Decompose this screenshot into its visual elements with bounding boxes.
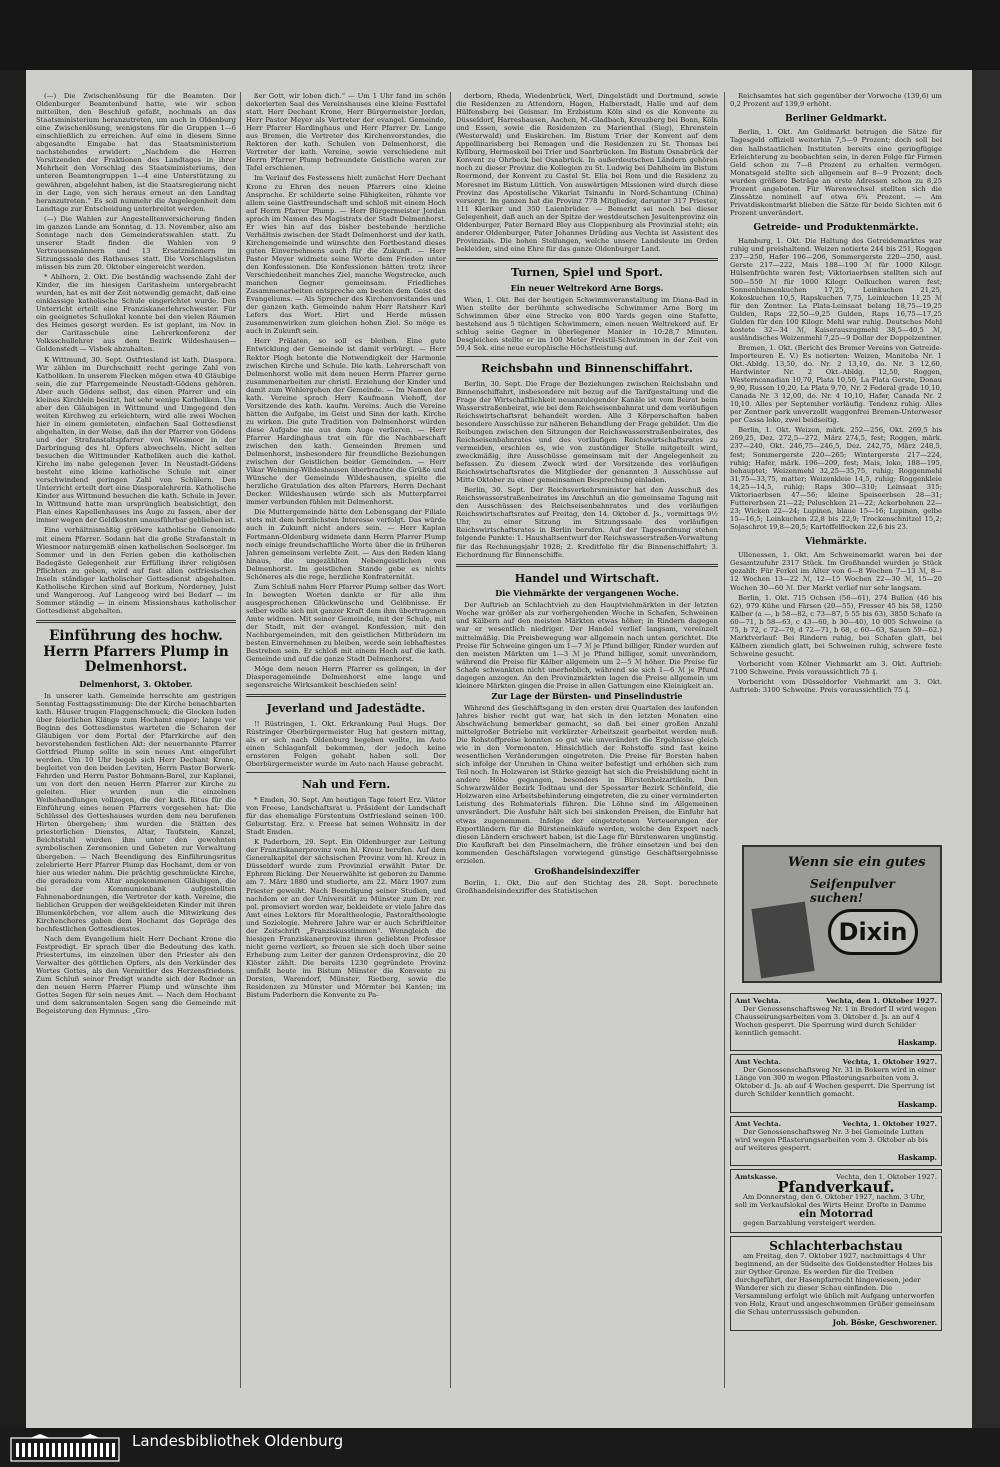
notice-body: Der Genossenschaftsweg Nr. 3 bei Gemeinde Lutten wird wegen Pflasterungsarbeiten vom 3. Oktober ab bis auf weiteres gesperrt.	[735, 1127, 928, 1152]
article-berlin-getreide: Berlin, 1. Okt. Weizen, märk. 252—256, Okt. 269,5 bis 269,25, Dez. 272,5—272, März 274,5, fest; Roggen, märk. 237—240, Okt. 246,75—246,5, Dez. 242,75, März 248,5, fest; Sommergerste 220—265; Wintergerste 217—224, ruhig; Hafer, märk. 196—209, fest; Mais, loko, 188—195, behauptet; Weizenmehl 32,25—35,75, ruhig; Roggenmehl 31,75—33,75, matter; Weizenkleie 14,5, ruhig; Roggenkleie 14,25—14,5, ruhig; Raps 300—310; Leinsaat 315; Viktoriaerbsen 47—56; kleine Speiseerbsen 28—31; Futtererbsen 21—22; Peluschken 21—22; Ackerbohnen 22—23; Wicken 22—24; Lupinen, blaue 15—16; Lupinen, gelbe 15—16,5; Leinkuchen 22,8 bis 22,9; Trockenschnitzel 15,2; Sojaschrot 19,8—20,5; Kartoffelflocken 22,6 bis 23.	[730, 426, 942, 531]
scan-left-margin	[0, 70, 26, 1428]
ad-slogan-line-2: Seifenpulver suchen!	[810, 877, 895, 905]
article-beamten: (—) Die Zwischenlösung für die Beamten. Der Oldenburger Beamtenbund hatte, wie wir schon mitteilten, den Beschluß gefaßt, nochmals an das Staatsministerium heranzutreten, um auch in Oldenburg eine Zwischenlösung, wenigstens für die Gruppen 1—6 einschließlich zu erreichen. Auf eine in diesem Sinne abgesandte Eingabe hat das Staatsministerium nachstehendes erwidert: „Nachdem die Herren Vorsitzenden der Fraktionen des Landtages in ihrer Mehrheit den Vorschlag des Staatsministeriums, den unteren Beamtengruppen 1—4 eine Unterstützung zu gewähren, abgelehnt haben, ist die Staatsregierung nicht in der Lage, von sich heraus erneut an den Landtag heranzutreten.“ Es soll nunmehr die Angelegenheit dem Landtage zur Entscheidung unterbreitet werden.	[36, 92, 236, 213]
scan-top-margin	[0, 0, 1000, 70]
article-duesseldorf: Vorbericht vom Düsseldorfer Viehmarkt am 3. Okt. Auftrieb: 3100 Schweine. Preis voraussichtlich 75 ₰.	[730, 678, 942, 695]
article-angestellten-wahlen: (—) Die Wahlen zur Angestelltenversicherung finden im ganzen Lande am Sonntag, d. 13. November, also am Sonntage nach den Gemeinderatswahlen statt. Zu unserer Stadt finden die Wahlen von 9 Vertrauensmännern und 13 Ersatzmännern im Sitzungssaale des Rathauses statt. Die Vorschlagslisten müssen bis zum 20. Oktober eingereicht werden.	[36, 214, 236, 271]
notice-schau	[730, 1236, 942, 1330]
article-grosshandel: Berlin, 1. Okt. Die auf den Stichtag des 28. Sept. berechnete Großhandelsindexziffer des Statistischen	[456, 878, 718, 895]
article-plump-2: Nach dem Evangelium hielt Herr Dechant Krone die Festpredigt. Er sprach über die Bedeutung des kath. Priestertums, im einzelnen über den Priester als den Verwalter des göttlichen Opfers, als den Verkünder des Wortes Gottes, als den Vermittler des Herzensfriedens. Zum Schluß seiner Predigt wandte sich der Redner an den neuen Herrn Pfarrer Plump und wünschte ihm Gottes Segen für sein neues Amt. — Nach dem Hochamt und dem sakramentalen Segen sang die Gemeinde mit Begeisterung den Hymnus: „Gro-	[36, 935, 236, 1016]
notice-signature: Haskamp.	[897, 1038, 937, 1048]
article-koeln: Vorbericht vom Kölner Viehmarkt am 3. Okt. Auftrieb: 7100 Schweine. Preis voraussichtlich 75 ₰.	[730, 659, 942, 676]
notice-date: Vechta, 1. Oktober 1927.	[842, 1058, 937, 1067]
article-wittmund-cont: Eine verhältnismäßig größere katholische Gemeinde mit einem Pfarrer. Sodann hat die große Strafanstalt in Wiesmoor naturgemäß einen katholischen Seelsorger. Im Sommer und in den Ferien geben die katholischen Badegäste Gelegenheit zur Erfüllung ihrer religiösen Pflichten zu geben, wird auf fast allen ostfriesischen Inseln ständiger katholischer Gottesdienst abgehalten. Katholische Kirchen sind auf Borkum, Norderney, Juist und Wangeroog. Auf Langeoog wird bei Bedarf — im Sommer ständig — in einem Missionshaus katholischer Gottesdienst abgehalten.	[36, 526, 236, 615]
subhead-arne-borg: Ein neuer Weltrekord Arne Borgs.	[510, 282, 664, 293]
article-buersten: Während des Geschäftsgang in den ersten drei Quartalen des laufenden Jahres bisher recht gut war, hat sich in den letzten Monaten eine Abschwächung bemerkbar gemacht, so daß bei einer großen Anzahl mittelgroßer Betriebe mit verkürzter Arbeitszeit gearbeitet werden muß. Die Rohstoffpreise konnten so gut wie unverändert die Ergebnisse gleich wie in den Vormonaten. Hinsichtlich der Rohstoffe sind fast keine wesentlichen Veränderungen eingetreten. Die Preise für Borsten haben sich infolge der Unruhen in China weiter befestigt und erhöhen sich zum Teil noch. In Holzwaren ist Stärke gezeigt hat sich die Preisbildung nicht in andere Höhe gegangen, besonders in Bürstenholzartikeln. Den Schwarzwälder Bezirk Todtnau und der Spessarter Bezirk Schönfeld, die Holzwaren eine Arbeitsbehinderung eingetreten, die zu einer verminderten Leistung des Rohmaterials führen. Die Löhne sind im Allgemeinen unverändert. Die Ausfuhr hält sich bei sinkenden Preisen, die Einfuhr hat etwas zugenommen. Infolge der eingetretenen Verteuerungen der Exportländern für die Bürsteneinkäufe werden, welche den Export nach diesen Ländern erschwert haben, ist die Lage für Bürstenwaren ungünstig. Die Kaufkraft bei den Pinselmachern, die früher einsetzen und bei den kommenden Geschäftslagen vorwiegend günstige Geschäftsergebnisse erzielen.	[456, 703, 718, 865]
headline-handel: Handel und Wirtschaft.	[514, 571, 660, 585]
column-divider	[724, 92, 725, 1388]
subhead-viehmaerkte-woche: Die Viehmärkte der vergangenen Woche.	[495, 588, 679, 599]
notice-2	[730, 1054, 942, 1112]
notice-title: Schlachterbachstau	[769, 1239, 903, 1254]
divider-rule	[456, 564, 718, 567]
article-paderborn: K Paderborn, 29. Sept. Ein Oldenburger zur Leitung der Franziskanerprovinz vom hl. Kreuz berufen. Auf dem Generalkapitel der sächsischen Provinz vom hl. Kreuz in Düsseldorf wurde zum Provinzial erwählt Pater Dr. Ephrem Ricking. Der Neuerwählte ist geboren zu Damme am 7. März 1880 und studierte, am 22. März 1907 zum Priester geweiht. Nach Beendigung seiner Studien, und nachdem er an der Universität zu Münster zum Dr. rer. pol. promoviert worden war, bekleidete er viele Jahre das Amt eines Lektors für Moraltheologie, Pastoraltheologie und Soziologie. Mehrere Jahre war er auch Schriftleiter der Zeitschrift „Franziskusstimmen“. Wenngleich die hiesigen Franziskanerprovinz ihren geliebten Professor nicht gerne verliert, so freuen sie sich doch über seine Erhebung zum Leiter der ganzen Ordensprovinz, die 20 Klöster zählt. Die bereits 1230 gegründete Provinz umfaßt heute im Bistum Münster die Konvente zu Dorsten, Warendorf, Münster, Rietberg, sowie die Residenzen zu Münster und Mörmter bei Kanten; im Bistum Paderborn die Konvente zu Pa-	[246, 838, 446, 1000]
article-ahlhorn: * Ahlhorn, 2. Okt. Die beständig wachsende Zahl der Kinder, die im hiesigen Caritasheim untergebracht wurden, hat es mit der Zeit notwendig gemacht, daß eine einklassige katholische Schule eingerichtet wurde. Den Unterricht erteilt eine Franziskanerlehrschwester. Für ein geeignetes Schullokal konnte bei den vielen Räumen des Heimes gesorgt werden. Es ist geplant, im Nov. in der Caritasschule eine Lehrerkonferenz der Volksschullehrer aus dem Bezirk Wildeshausen—Goldenstedt — Visbek abzuhalten.	[36, 273, 236, 354]
article-bremen: Bremen, 1. Okt. (Bericht des Bremer Vereins von Getreide-Importeuren E. V.) Es notierten: Weizen, Manitoba Nr. 1 Okt.-Abldg. 13,50, do. Nr. 2 13,10, do. Nr. 3 12,60, Hardwinter Nr. 2 Okt.-Abldg. 12,50, Roggen, Westerncanadian 10,70, Plata 10,50, La Plata Gerste, Donau 9,90, Russen 10,20, La Plata 9,70, Nr. 2 Federal grade 10,10, Canada Nr. 3 12,00, do. Nr. 4 10,10, Hafer, Canada Nr. 2 10,10. Alles per September vorläufig. Tendenz ruhig. Alles per Zentner park unverzollt waggonfrei Bremen-Unterweser per Cassa loko, zwei beidseitig.	[730, 343, 942, 425]
notice-date: Vechta, den 1. Oktober 1927.	[826, 997, 937, 1005]
notice-office: Amt Vechta.	[735, 1058, 781, 1067]
headline-viehmaerkte: Viehmärkte.	[805, 536, 867, 547]
article-wittmund: K Wittmund, 30. Sept. Ostfriesland ist kath. Diaspora. Wir zählen im Durchschnitt recht geringe Zahl von Katholiken. In unserem Flecken mögen etwa 40 Gläubige sein, die zur Pfarrgemeinde Neustadt-Gödens gehören. Aber auch Gödens selbst, das einen Pfarrer und ein kleines Kirchlein besitzt, hat sehr wenige Katholiken. Um aber den Gläubigen in Wittmund und Umgegend den weiten Kirchweg zu erleichtern, wird alle zwei Wochen hier in einem gemieteten, einfachen Saal Gottesdienst abgehalten, in der Weise, daß ihn der Pfarrer von Gödens und der Strafanstaltspfarrer von Wiesmoor in der Darbringung des hl. Opfers abwechseln. Nicht selten besuchen die Wittmunder Katholiken auch die kathol. Kirche im nahe gelegenen Jever. In Neustadt-Gödens besteht eine kleine katholische Schule mit einer verschwindend geringen Zahl von Schülern. Den Unterricht erteilt dort eine Diasporalehrerin. Katholische Kinder aus Wittmund besuchen die kath. Schule in Jever. In Wittmund hatte man ursprünglich beabsichtigt, den Plan eines Kapellenhauses ins Auge zu fassen, aber der immer wegen der Geldkosten unausführbar geblieben ist.	[36, 355, 236, 525]
notice-office: Amtskasse.	[735, 1172, 778, 1181]
notice-body: Am Donnerstag, den 6. Oktober 1927, nachm. 3 Uhr, soll im Verkaufslokal des Wirts Heinr. Drofte in Damme	[735, 1192, 927, 1209]
headline-sport: Turnen, Spiel und Sport.	[511, 265, 663, 279]
article-reichsbahn-2: Berlin, 30. Sept. Der Reichsverkehrsminister hat den Ausschuß des Reichswasserstraßenbeirates im Anschluß an die gemeinsame Tagung mit den Ausschüssen des Reichseisenbahnrates und des vorläufigen Reichswirtschaftsrates auf Freitag, den 14. Oktober d. Js., vormittags 9½ Uhr, zu einer Sitzung im Sitzungssaale des vorläufigen Reichswirtschaftsrates in Berlin berufen. Auf der Tagesordnung stehen folgende Punkte: 1. Haushaltsentwurf der Reichswasserstraßen-Verwaltung für das Rechnungsjahr 1928; 2. Kreditfolie für die Binnenschiffahrt; 3. Eichordnung für Binnenschiffe.	[456, 486, 718, 559]
notice-item: ein Motorrad	[799, 1208, 873, 1220]
scan-right-margin	[972, 70, 1000, 1428]
notice-pfandverkauf	[730, 1169, 942, 1233]
library-building-icon	[10, 1434, 120, 1462]
column-divider	[450, 92, 451, 1388]
article-hamburg: Hamburg, 1. Okt. Die Haltung des Getreidemarktes war ruhig und preishaltend. Weizen notierte 244 bis 251, Roggen 237—250, Hafer 196—206, Sommergerste 220—250, ausl. Gerste 217—222, Mais 188—190 ℳ für 1000 Kilogr. Hülsenfrüchte waren fest; Viktoriaerbsen stellten sich auf 500—550 ℳ für 1000 Kilogr. Oelkuchen waren fest; Sonnenblumenkuchen 17,25, Leinkuchen 21,25, Kokoskuchen 10,5, Rapskuchen 7,75, Leinkuchen 11,25 ℳ für den Zentner. La Plata-Leinsaat belang 18,75—19,25 Gulden, Raps 22,50—9,25 Gulden, Raps 16,75—17,25 Gulden für den 100 Kilogr. Mehl war ruhig. Deutsches Mehl kostete 32—34 ℳ, Kaiserauszugmehl 38,5—40,5 ℳ, ausländisches Weizenmehl 7,25—9 Dollar der Doppelzentner.	[730, 237, 942, 342]
column-divider	[240, 92, 241, 1388]
article-festtafel: ßer Gott, wir loben dich.“ — Um 1 Uhr fand im schön dekorierten Saal des Vereinshauses eine kleine Festtafel statt. Herr Dechant Krone, Herr Bürgermeister Jordan, Herr Pastor Meyer als Vertreter der evangel. Gemeinde, Herr Pfarrer Hardinghaus und Herr Pfarrer Dr. Lange aus Bremen, die Vertreter des Kirchenvorstandes, die Rektoren der kath. Schulen von Delmenhorst, die Vertreter der kath. Vereine, sowie verschiedene mit Herrn Pfarrer Plump befreundete Geistliche waren zur Tafel erschienen.	[246, 92, 446, 173]
notice-body: am Freitag, den 7. Oktober 1927, nachmittags 4 Uhr beginnend, an der Südseite des Goldenstedter Holzes bis zur Oyther Grenze. Es werden für die Treiben durchgeführt, der Hasenpfarrecht hingewiesen, jeder Wanderer sich zu dieser Schau einfinden. Die Versammlung erfolgt wie üblich mit Aufgang unterworfen von Holz, Kraut und angeschwommen Grüßer gemeinsam die Schau unterrusssisch gebunden.	[735, 1252, 935, 1317]
subhead-buersten: Zur Lage der Bürsten- und Pinselindustrie	[491, 690, 683, 701]
notice-office: Amt Vechta.	[735, 1119, 781, 1128]
notice-body-end: gegen Barzahlung versteigert werden.	[743, 1219, 877, 1228]
article-viehmaerkte-woche: Der Auftrieb an Schlachtvieh zu den Hauptviehmärkten in der letzten Woche war größer als zur vorhergehenden Woche in Schafen, Schweinen und Kälbern auf den meisten Märkten etwas höher; in Rindern dagegen war er wesentlich niedriger. Der Handel verlief langsam, vereinzelt mittelmäßig. Die Preisbewegung war allgemein nach unten gerichtet. Die Preise für Schweine gingen um 1—7 ℳ je Pfund billiger, Rinder wurden auf den meisten Märkten um 1—3 ℳ je Pfund billiger, somit unverändern, während die Preise für Kälber allgemein um 2—5 ℳ höher. Die Preise für Schafe schwankten nicht unerheblich, während sie sich 1—6 ℳ je Pfund dagegen anzogen. An den Provinzmärkten lagen die Preise allgemein um kleinere Märkten gingen die Preise in allen Gattungen eine Kleinigkeit an.	[456, 601, 718, 690]
article-wunsch: Möge dem neuen Herrn Pfarrer es gelingen, in der Diasporagemeinde Delmenhorst eine lange und segensreiche Wirksamkeit beschieden sein!	[246, 665, 446, 690]
article-reichsbahn-1: Berlin, 30. Sept. Die Frage der Beziehungen zwischen Reichsbahn und Binnenschiffahrt, insbesondere mit bezug auf die Tarifgestaltung und die Frage der Wirtschaftlichkeit neuanzulegender Kanäle ist vom Beirat beim Wasserstraßenbeirat, wie bei dem Reichseisenbahnrat und dem vorläufigen Reichswirtschaftsrat behandelt worden. Alle 3 Körperschaften haben besondere Ausschüsse zur näheren Behandlung der Frage gebildet. Um die Reibungen zwischen den Sitzungen der Reichswasserstraßenbeirates, des Reichseisenbahnrates und des vorläufigen Reichswirtschaftsrates zu vermeiden, erschien es, wie von zuständiger Stelle mitgeteilt wird, zweckmäßig, ihre Ausschüsse gemeinsam mit der Angelegenheit zu befassen. Zu diesem Zweck wird der Vorsitzende des vorläufigen Reichswirtschaftsrates die Mitglieder der genannten 3 Ausschüsse auf Mitte Oktober zu einer gemeinsamen Besprechung einladen.	[456, 379, 718, 485]
notice-signature: Haskamp.	[897, 1099, 937, 1109]
headline-geldmarkt: Berliner Geldmarkt.	[785, 114, 887, 125]
subhead-grosshandel: Großhandelsindexziffer	[534, 865, 640, 876]
article-plump-1: In unserer kath. Gemeinde herrschte am gestrigen Sonntag Festtagsstimmung: Die der Kirche benachbarten kath. Häuser trugen Flaggenschmuck; die Glocken luden über feierlichen Klänge zum Hochamt empor; lange vor Beginn des Gottesdienstes warteten die Scharen der Gläubigen vor dem Portal der Pfarrkirche auf den bevorstehenden festlichen Akt: der neuernannte Pfarrer Gottfried Plump sollte in sein neues Amt eingeführt werden. Um 10 Uhr begab sich Herr Dechant Krone, begleitet von den beiden Leviten, Herrn Pastor Borwerk-Fehrden und Herrn Pastor Bohmann-Barel, zur Kaplanei, um von dort den neuen Herrn Pfarrer zur Kirche zu geleiten. Hier wurden nun die einzelnen Weihehandlungen vollzogen, die der kath. Ritus für die Einführung eines neuen Pfarrers vorgesehen hat: Die Schlüssel des Gotteshauses wurden dem neu berufenen Hirten übergeben; ihm wurden die Stätten des priesterlichen Dienstes, Altar, Taufstein, Kanzel, Beichtstuhl wurden ihm unter den gewohnten symbolischen Zeremonien und Gebeten zur Verwaltung übergeben. — Nach Beendigung des Einführungsritus zelebrierte Herr Pfarrer Plump das Hochamt, dem er von hier aus wieder nahm. Die prächtig geschmückte Kirche, die geradezu vom Altar angekommenen Gläubigen, die bei der Kommunionbank aufgestellten Fahnenabordnungen, die Vertreter der kath. Vereine, die lieblichen Gruppen der weißgekleideten Kinder mit ihren Blumenkörbchen, vor allem auch die Mitwirkung des Kirchenchores gaben dem Hochamt das Gepräge des hochfestlichen Gottesdienstes.	[36, 691, 236, 933]
divider-rule	[36, 620, 236, 623]
article-berlin-vieh: Berlin, 1. Okt. 715 Ochsen (56—61), 274 Bullen (46 bis 62), 979 Kühe und Färsen (20—55), Fresser 45 bis 58, 1250 Kälber (a —, b 58—82, c 73—87, 5 55 bis 63), 3850 Schafe (a 60—71, b 58—63, c 43—60, b 30—40), 10 005 Schweine (a 75, b 72, c 72—79, d 72—71, b 68, c 60—63, Sauen 59—62.) Marktverlauf: Bei Rindern ruhig, bei Schafen glatt, bei Kälbern ziemlich glatt, bei Schweinen ruhig, schwere feste Schweine gesucht.	[730, 593, 942, 658]
headline-reichsbahn: Reichsbahn und Binnenschiffahrt.	[481, 361, 693, 375]
column-3	[456, 92, 718, 1388]
article-muttergemeinde: Die Muttergemeinde hätte den Lebensgang der Filiale stets mit dem herzlichsten Interesse verfolgt. Das würde auch in Zukunft nicht anders sein. — Herr Kaplan Fortmann-Oldenburg widmete dann Herrn Pfarrer Plump noch einige freundschaftliche Worte über die in früheren Jahren gemeinsam verlebte Zeit. — Aus den Reden klang hinaus, die ungezählten Nebengeistlichen von Delmenhorst. Im geistlichen Stande gebe es nichts Schöneres als die rege, herzliche Konfraternität.	[246, 508, 446, 581]
soap-box-icon	[751, 902, 814, 979]
column-2	[246, 92, 446, 1388]
library-name: Landesbibliothek Oldenburg	[132, 1432, 344, 1450]
notice-date: Vechta, den 1. Oktober 1927.	[836, 1172, 937, 1181]
article-ruestringen: !! Rüstringen, 1. Okt. Erkrankung Paul Hugs. Der Rüstringer Oberbürgermeister Hug hat gestern mittag, als er sich nach Oldenburg begeben wollte, im Auto einen Schlaganfall bekommen, der jedoch keine ernsteren Folgen gehabt haben soll. Der Oberbürgermeister wurde im Auto nach Hause gebracht.	[246, 720, 446, 769]
dixin-advertisement	[742, 845, 942, 983]
notice-1	[730, 993, 942, 1051]
article-ullenessen: Ullenessen, 1. Okt. Am Schweinemarkt waren bei der Gesamtzufuhr 2317 Stück. Im Großhandel wurden je Stück gezahlt: Für Ferkel im Alter von 6—8 Wochen 7—13 ℳ, 8—12 Wochen 13—22 ℳ, 12—15 Wochen 22—30 ℳ, 15—20 Wochen 30—60 ℳ. Der Markt verlief nur sehr langsam.	[730, 551, 942, 592]
notice-header	[735, 1120, 937, 1128]
column-1	[36, 92, 236, 1388]
article-reden: Herr Prälaten, so soll es bleiben. Eine gute Entwicklung der Gemeinde ist damit verbürgt. — Herr Rektor Plogh betonte die Notwendigkeit der Harmonie zwischen Kirche und Schule. Die kath. Lehrerschaft von Delmenhorst wolle mit dem neuen Herrn Pfarrer gerne zusammenarbeiten zur christl. Erziehung der Kinder und damit zum Wohlergehen der Gemeinde. — Im Namen der kath. Vereine sprach Herr Kaufmann Viehoff, der Vorsitzende des kath. kaufm. Vereins. Auch die Vereine hätten die Aufgabe, im Geist und Sinn der kath. Kirche zu wirken. Die gute Tradition von Delmenhorst würden diese Aufgabe nie aus dem Auge verlieren. — Herr Pfarrer Hardinghaus trat ein für die Nachbarschaft zwischen den kath. Gemeinden Bremen und Delmenhorst, insbesondere für freundliche Beziehungen zwischen der Geistlichen beider Gemeinden. — Herr Vikar Wehming-Wildeshausen überbrachte die Grüße und Wünsche der Gemeinde Wildeshausen, spielte die herzliche Gratulation des alten Pfarrers, Herrn Dechant Decker. Wildeshausen würde sich als Mutterpfarrei immer verbunden fühlen mit Delmenhorst.	[246, 337, 446, 507]
article-arne-borg: Wien, 1. Okt. Bei der heutigen Schwimmveranstaltung im Diana-Bad in Wien stellte der berühmte schwedische Schwimmer Arne Borg im Schwimmen über eine Strecke von 800 Yards gegen eine Stafette, bestehend aus 5 tüchtigen Schwimmern, einen neuen Weltrekord auf. Er schlug seine Gegner in überlegener Manier in 10:28,7 Minuten. Desgleichen stellte er im 100 Meter Freistil-Schwimmen in der Zeit von 59,4 Sek. eine neue europäische Höchstleistung auf.	[456, 295, 718, 352]
notice-signature: Joh. Böske, Geschworener.	[832, 1317, 937, 1327]
notice-3	[730, 1116, 942, 1166]
notice-body: Der Genossenschaftsweg Nr. 1 in Bredorf II wird wegen Chausseirungsarbeiten vom 3. Oktober d. Js. an auf 4 Wochen gesperrt. Die Sperrung wird durch Schilder kenntlich gemacht.	[735, 1005, 937, 1038]
divider-rule	[456, 258, 718, 261]
article-festessen: Im Verlauf des Festessens hielt zunächst Herr Dechant Krone zu Ehren des neuen Pfarrers eine kleine Ansprache. Er schilderte seine Fähigkeiten, rühmte vor allem seine Gastfreundschaft und schloß mit einem Hoch auf Herrn Pfarrer Plump. — Herr Bürgermeister Jordan sprach im Namen des Magistrats der Stadt Delmenhorst. Er wies hin auf das bisher bestehende herzliche Verhältnis zwischen der Stadt Delmenhorst und der kath. Kirchengemeinde und wünschte den Fortbestand dieses guten Einvernehmens auch für die Zukunft. — Herr Pastor Meyer widmete seine Worte dem Frieden unter den Konfessionen. Die Konfessionen hätten trotz ihrer Verschiedenheit manches Ziel, manche Wegstrecke, auch manchen Gegner gemeinsam. Friedliches Zusammenarbeiten entspreche am besten dem Geist des Evangeliums. — Als Sprecher des Kirchenvorstandes und der ganzen kath. Gemeinde nahm Herr Ratsherr Karl Lefers das Wort. Hirt und Herde müssen zusammenwirken zum gleichen hohen Ziel. So möge es auch in Zukunft sein.	[246, 174, 446, 336]
dateline-delmenhorst: Delmenhorst, 3. Oktober.	[79, 678, 193, 689]
ad-slogan-line-1: Wenn sie ein gutes	[788, 855, 926, 870]
notice-header	[735, 997, 937, 1005]
headline-nah-und-fern: Nah und Fern.	[301, 778, 391, 792]
headline-plump: Einführung des hochw. Herrn Pfarrers Plump in Delmenhorst.	[43, 628, 229, 676]
article-schluss: Zum Schluß nahm Herr Pfarrer Plump selber das Wort. In bewegten Worten dankte er für alle ihm ausgesprochenen Glückwünsche und Gelöbnisse. Er selber wolle sich mit ganzer Kraft dem ihm übertragenen Amte widmen. Mit seiner Gemeinde, mit der Schule, mit der Stadt, mit der evangel. Konfession, mit den Nachbargemeinden, mit den geistlichen Mitbrüdern im besten Einvernehmen zu bleiben, werde sein lebhaftestes Bestreben sein. Er schloß mit einem Hoch auf die kath. Gemeinde und auf die ganze Stadt Delmenhorst.	[246, 582, 446, 664]
column-4	[730, 92, 942, 838]
headline-jeverland: Jeverland und Jadestädte.	[266, 702, 426, 716]
article-franziskaner: derborn, Rheda, Wiedenbrück, Werl, Dingelstädt und Dortmund, sowie die Residenzen zu Attendorn, Hagen, Halberstadt, Halle und auf dem Hülfensberg bei Geismar. Im Erzbistum Köln sind es die Konvente zu Düsseldorf, Harreshausen, Aachen, M.-Gladbach, Kreuzberg bei Bonn, Köln und Essen, sowie die Residenzen zu Marienthal (Sieg), Ehrenstein (Westerwald) und Euskirchen. Im Bistum Trier der Konvent auf dem Appollinarisberg bei Remagen und die Residenzen zu St. Thomas bei Kyllburg, Hermeskeil bei Trier und Saarbrücken. Im Bistum Osnabrück der Konvent zu Ohrbeck bei Osnabrück. In außerdeutschen Ländern gehören noch zu dieser Provinz die Kollegien zu St. Ludwig bei Dahlheim im Bistum Roermond, der Konvent zu Castel St. Elia bei Rom und die Residenz zu Moresnet im Bistum Lüttich. Von auswärtigen Missionen wird durch diese Provinz das Apostolische Vikariat Tsinanfu in Nord-Schantung (China) versorgt. Im ganzen hat die Provinz 778 Mitglieder, darunter 317 Priester, 111 Kleriker und 350 Laienbrüder. — Bemerkt sei noch bei dieser Gelegenheit, daß auch an der Spitze der westdeutschen Jesuitenprovinz ein Oldenburger, Pater Bernard Bley aus Cloppenburg als Provinzial steht; ein anderer Oldenburger, Pater Johannes Drüding aus Vechta ist Assistent des Provinzials. Die hohen Stellungen, welche unsere Landsleute im Orden bekleiden, sind eine Ehre für das ganze Oldenburger Land.	[456, 92, 718, 253]
notice-date: Vechta, 1. Oktober 1927.	[842, 1119, 937, 1128]
notice-title: Pfandverkauf.	[777, 1177, 895, 1196]
article-geldmarkt: Berlin, 1. Okt. Am Geldmarkt betrugen die Sätze für Tagesgeld offiziell weiterhin 7,5—9 Prozent; doch soll bei den halbstaatlichen Instituten bereits eine geringfügige Erleichterung zu beobachten sein, in deren Folge für Firmen Geld schon zu 7—8 Prozent zu erhalten vermögen. Monatsgeld stellte sich allgemein auf 8—9 Prozent; doch wurden größere Beträge an erste Adressen schon zu 8,25 Prozent angeboten. Für Warenwechsel stellten sich die Zinssätze nominell auf etwa 6¾ Prozent. — Am Privatdiskontmarkt blieben die Sätze für beide Sichten mit 6 Prozent unverändert.	[730, 128, 942, 217]
article-index: Reichsamtes hat sich gegenüber der Vorwoche (139,6) um 0,2 Prozent auf 139,9 erhöht.	[730, 92, 942, 109]
notice-header	[735, 1058, 937, 1066]
notice-body: Der Genossenschaftsweg Nr. 31 in Bokern wird in einer Länge von 300 m wegen Pflasterungsarbeiten vom 3. Oktober d. Js. ab auf 4 Wochen gesperrt. Die Sperrung ist durch Schilder kenntlich gemacht.	[735, 1066, 936, 1099]
divider-rule	[456, 356, 718, 357]
notice-office: Amt Vechta.	[735, 997, 781, 1005]
divider-rule	[246, 694, 446, 697]
divider-rule	[246, 772, 446, 773]
notice-signature: Haskamp.	[897, 1152, 937, 1162]
notices-column	[730, 990, 942, 1388]
dixin-brand-logo: Dixin	[828, 909, 918, 955]
article-emden: * Emden, 30. Sept. Am heutigen Tage feiert Erz. Viktor von Freese, Landschaftsrat u. Präsident der Landschaft für das ehemalige Fürstentum Ostfriesland seinen 100. Geburtstag. Erz. v. Freese hat seinen Wohnsitz in der Stadt Emden.	[246, 795, 446, 837]
headline-getreide: Getreide- und Produktenmärkte.	[753, 222, 919, 233]
